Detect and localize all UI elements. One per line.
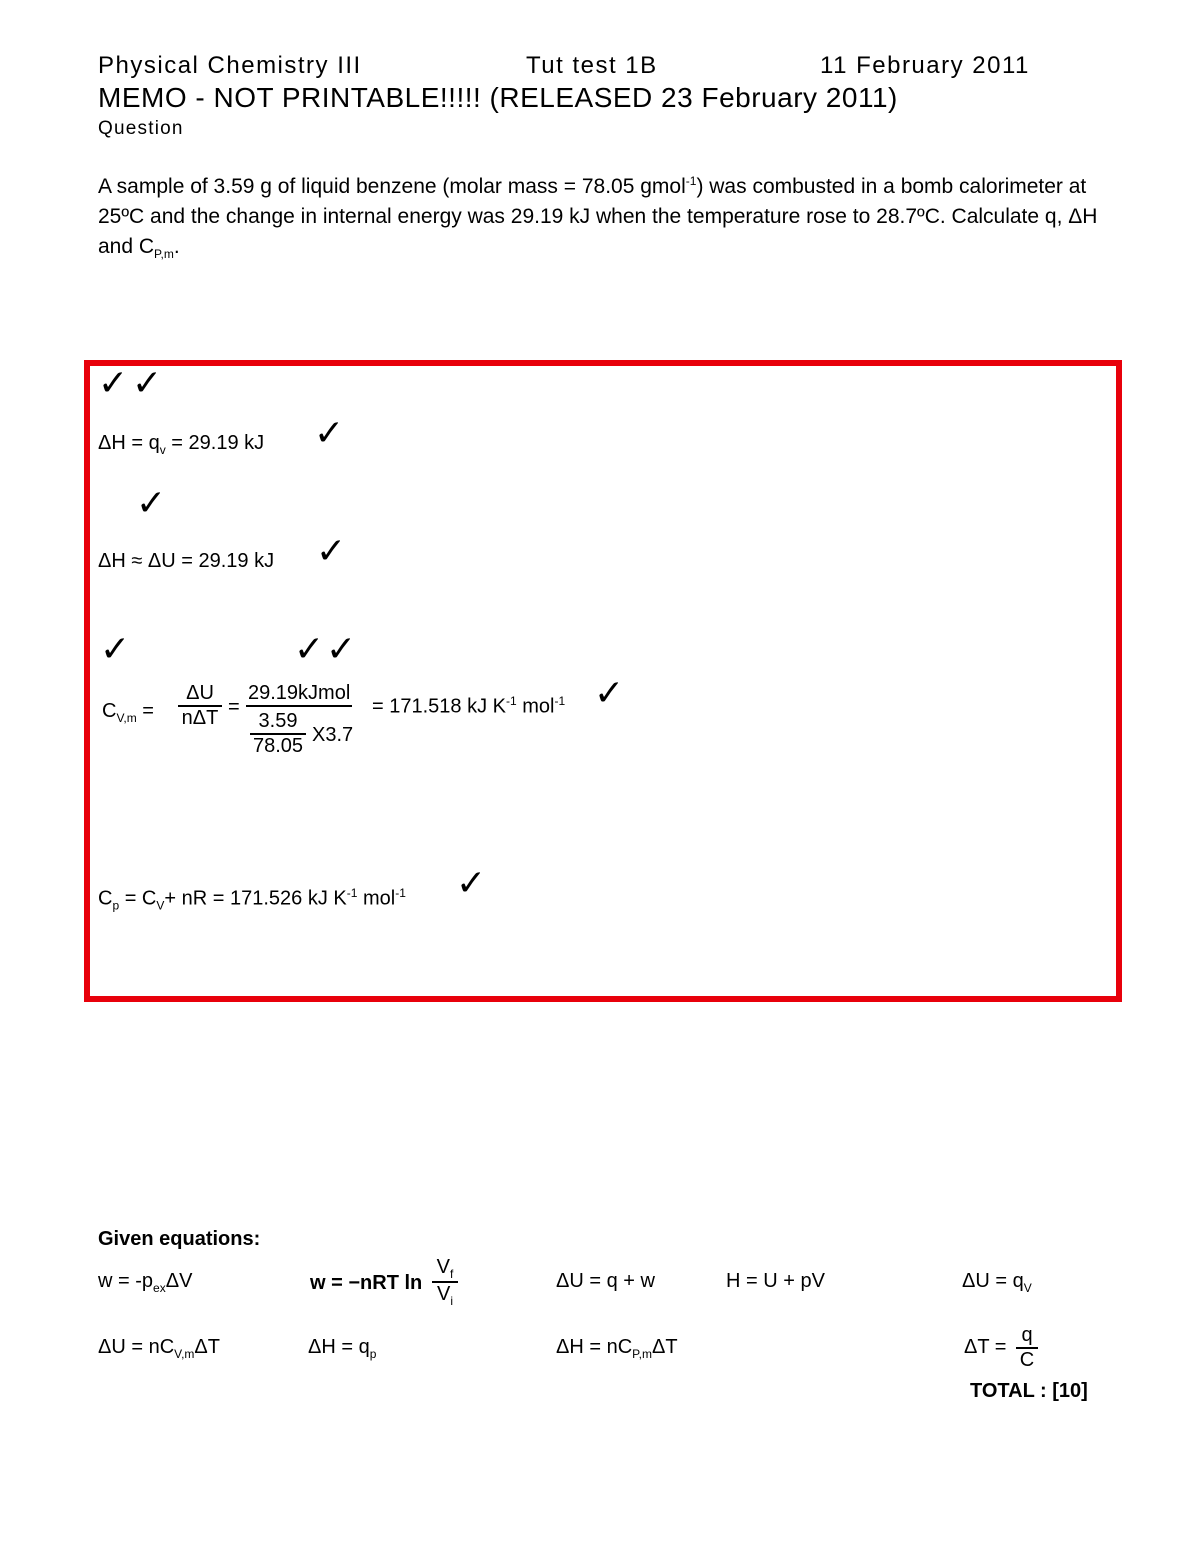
q-over-c: $\frac{q}{C}$ (1016, 1324, 1038, 1372)
check-icon: ✓ (456, 863, 487, 904)
cp-equation: $C_p = C_V+$ nR = 171.526 kJ $K^{-1}$ mol$^{-1}$ (98, 886, 406, 913)
volume-ratio: $\frac{V_f}{V_i}$ (432, 1256, 458, 1308)
dh-qp-equation: $\Delta H = q_p$ (308, 1336, 377, 1361)
check-icon: ✓ (316, 531, 347, 572)
fraction-numerator: 29.19kJmol (246, 682, 352, 707)
total-marks: TOTAL : [10] (970, 1380, 1088, 1402)
memo-title: MEMO - NOT PRINTABLE!!!!! (RELEASED 23 February 2011) (98, 82, 898, 113)
check-icon: ✓ (326, 629, 357, 670)
first-law-equation: ΔU = q + w (556, 1270, 655, 1292)
isothermal-work-equation: w = −nRT ln (310, 1272, 423, 1294)
question-text: A sample of 3.59 g of liquid benzene (molar mass = 78.05 gmol$^{-1}$) was combusted in a bomb calorimeter at 25ºC and the change in internal energy was 29.19 kJ when the temperature rose to 28.7ºC. Calculate q, ΔH and $C_{P,m}$. (98, 174, 1098, 262)
du-ncv-equation: $\Delta U = nC_{V,m}\Delta T$ (98, 1336, 220, 1361)
dt-equation: ΔT = (964, 1336, 1007, 1358)
work-equation: $w = -p_{ex}\Delta V$ (98, 1270, 193, 1295)
fraction-moles: $\frac{3.59}{78.05}$ (250, 710, 306, 758)
temperature-factor: X3.7 (312, 724, 354, 746)
question-label: Question (98, 118, 184, 139)
enthalpy-definition: H = U + pV (726, 1270, 825, 1292)
given-equations-title: Given equations: (98, 1228, 261, 1250)
check-icon: ✓ (132, 363, 163, 404)
fraction-du-ndt: ΔU nΔT (178, 682, 222, 730)
check-icon: ✓ (594, 673, 625, 714)
check-icon: ✓ (98, 363, 129, 404)
check-icon: ✓ (100, 629, 131, 670)
test-name: Tut test 1B (526, 52, 658, 79)
equals-sign: = (228, 696, 240, 718)
dh-ncp-equation: $\Delta H = nC_{P,m}\Delta T$ (556, 1336, 678, 1361)
enthalpy-line-1: $\Delta H = q_v = 29.19$ kJ (98, 432, 265, 457)
test-date: 11 February 2011 (820, 52, 1030, 79)
cv-result: = 171.518 kJ $K^{-1}$ mol$^{-1}$ (372, 694, 566, 718)
cv-label: $C_{V,m}$ = (102, 700, 154, 725)
check-icon: ✓ (136, 483, 167, 524)
du-qv-equation: $\Delta U = q_V$ (962, 1270, 1032, 1295)
check-icon: ✓ (314, 413, 345, 454)
check-icon: ✓ (294, 629, 325, 670)
course-title: Physical Chemistry III (98, 52, 362, 79)
enthalpy-line-2: ΔH ≈ ΔU = 29.19 kJ (98, 550, 275, 572)
